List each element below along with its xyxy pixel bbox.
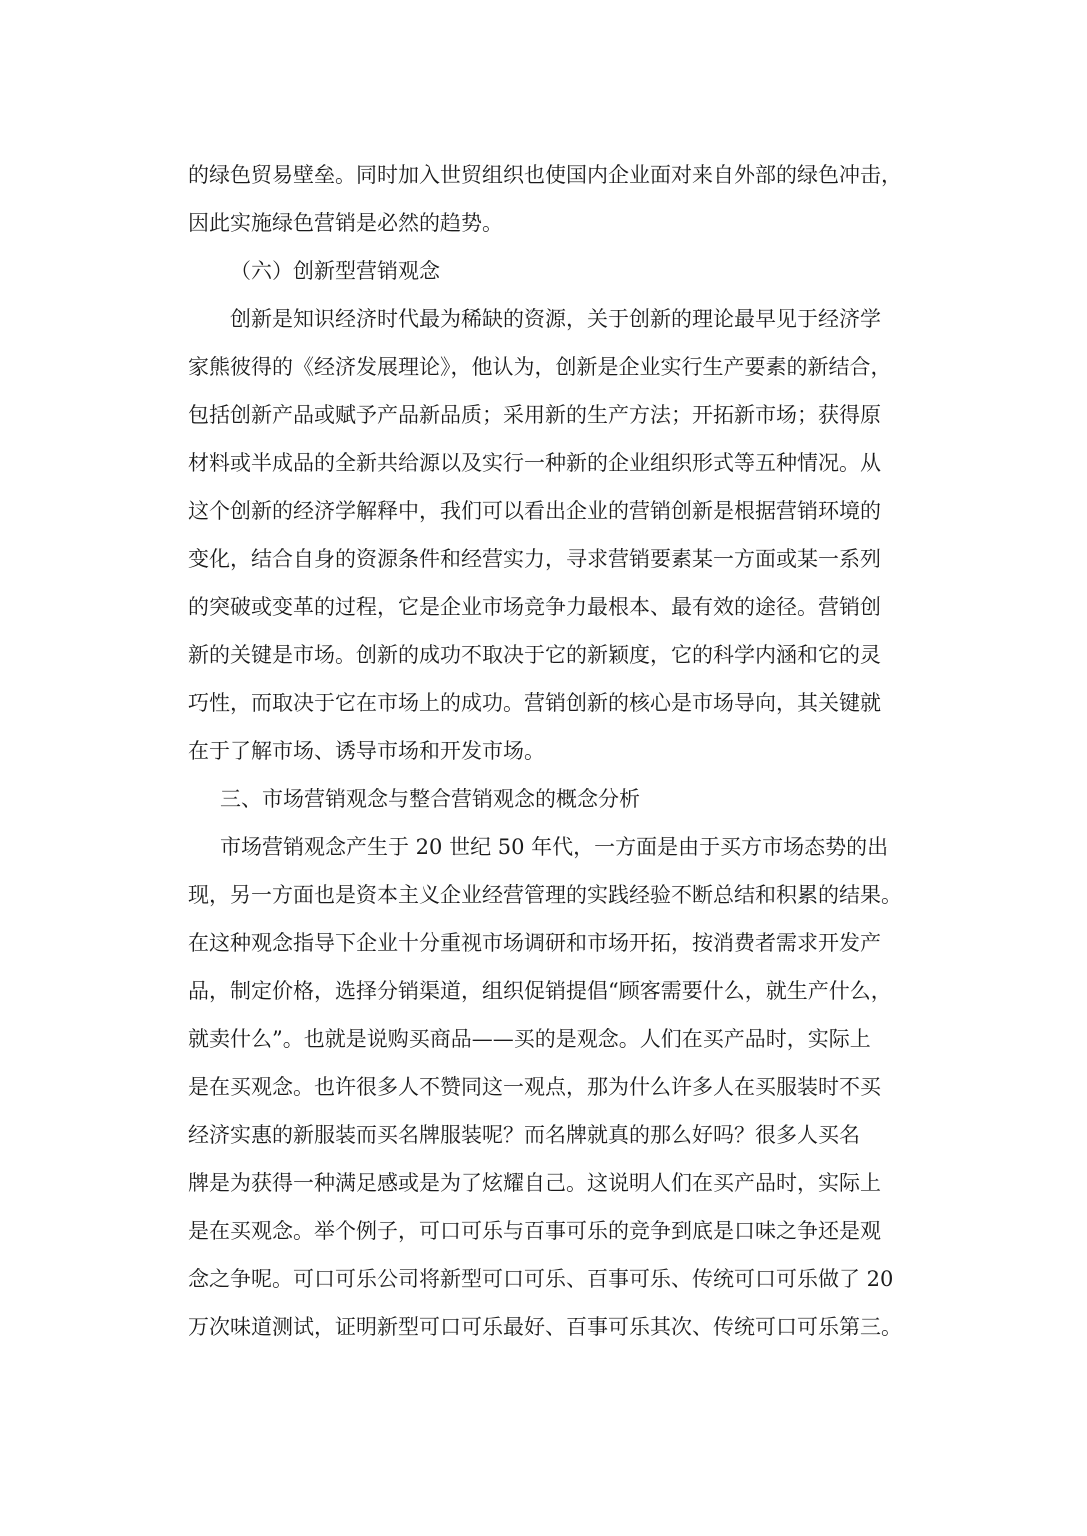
text-line: 现，另一方面也是资本主义企业经营管理的实践经验不断总结和积累的结果。 (188, 883, 902, 907)
text-line: 变化，结合自身的资源条件和经营实力，寻求营销要素某一方面或某一系列 (188, 547, 881, 571)
text-line: 就卖什么”。也就是说购买商品——买的是观念。人们在买产品时，实际上 (188, 1027, 871, 1051)
text-line: 材料或半成品的全新共给源以及实行一种新的企业组织形式等五种情况。从 (188, 451, 881, 475)
text-line: 万次味道测试，证明新型可口可乐最好、百事可乐其次、传统可口可乐第三。 (188, 1315, 902, 1339)
text-line: 家熊彼得的《经济发展理论》，他认为，创新是企业实行生产要素的新结合， (188, 355, 892, 379)
text-line: 在这种观念指导下企业十分重视市场调研和市场开拓，按消费者需求开发产 (188, 931, 881, 955)
text-line: 念之争呢。可口可乐公司将新型可口可乐、百事可乐、传统可口可乐做了 20 (188, 1267, 894, 1291)
text-line: 新的关键是市场。创新的成功不取决于它的新颖度，它的科学内涵和它的灵 (188, 643, 881, 667)
text-line: 的突破或变革的过程，它是企业市场竞争力最根本、最有效的途径。营销创 (188, 595, 881, 619)
text-line: 经济实惠的新服装而买名牌服装呢？而名牌就真的那么好吗？很多人买名 (188, 1123, 860, 1147)
text-line: 巧性，而取决于它在市场上的成功。营销创新的核心是市场导向，其关键就 (188, 691, 881, 715)
text-line: 是在买观念。举个例子，可口可乐与百事可乐的竞争到底是口味之争还是观 (188, 1219, 881, 1243)
text-line: 品，制定价格，选择分销渠道，组织促销提倡“顾客需要什么，就生产什么， (188, 979, 892, 1003)
text-line: 这个创新的经济学解释中，我们可以看出企业的营销创新是根据营销环境的 (188, 499, 881, 523)
paragraph-first-line: 市场营销观念产生于 20 世纪 50 年代，一方面是由于买方市场态势的出 (220, 835, 889, 859)
text-line: 因此实施绿色营销是必然的趋势。 (188, 211, 503, 235)
text-line: 牌是为获得一种满足感或是为了炫耀自己。这说明人们在买产品时，实际上 (188, 1171, 881, 1195)
text-line: 是在买观念。也许很多人不赞同这一观点，那为什么许多人在买服装时不买 (188, 1075, 881, 1099)
text-line: 的绿色贸易壁垒。同时加入世贸组织也使国内企业面对来自外部的绿色冲击， (188, 163, 902, 187)
text-line: 在于了解市场、诱导市场和开发市场。 (188, 739, 545, 763)
paragraph-first-line: 创新是知识经济时代最为稀缺的资源，关于创新的理论最早见于经济学 (230, 307, 881, 331)
body-text (188, 155, 908, 1355)
section-heading: （六）创新型营销观念 (230, 259, 440, 283)
section-heading: 三、市场营销观念与整合营销观念的概念分析 (220, 787, 640, 811)
text-line: 包括创新产品或赋予产品新品质；采用新的生产方法；开拓新市场；获得原 (188, 403, 881, 427)
